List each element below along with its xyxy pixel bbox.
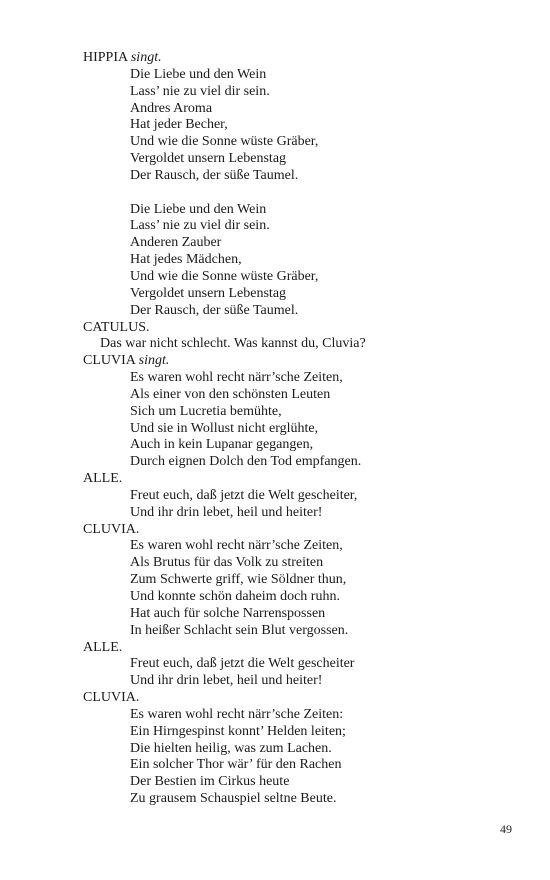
verse-line: Die Liebe und den Wein: [130, 66, 267, 82]
speaker-name: ALLE.: [83, 639, 123, 655]
verse-line: Andres Aroma: [130, 100, 213, 116]
verse-line: Der Rausch, der süße Taumel.: [130, 302, 299, 318]
verse-line: Zum Schwerte griff, wie Söldner thun,: [130, 572, 347, 588]
verse-line: Die hielten heilig, was zum Lachen.: [130, 740, 332, 756]
verse-line: Ein Hirngespinst konnt’ Helden leiten;: [130, 723, 346, 739]
speaker-line: [83, 471, 523, 488]
page-number: 49: [500, 822, 512, 836]
page-text: [83, 50, 523, 808]
verse-line: Freut euch, daß jetzt die Welt gescheiter: [130, 656, 355, 672]
verse-line: Und ihr drin lebet, heil und heiter!: [130, 504, 323, 520]
verse-line: Der Rausch, der süße Taumel.: [130, 167, 299, 183]
speaker-name: CLUVIA: [83, 353, 136, 369]
verse-line: Es waren wohl recht närr’sche Zeiten,: [130, 370, 343, 386]
prose-line: Das war nicht schlecht. Was kannst du, Cluvia?: [100, 336, 366, 352]
verse-line: Lass’ nie zu viel dir sein.: [130, 83, 270, 99]
stanza-break: [83, 185, 523, 202]
verse-line: Und konnte schön daheim doch ruhn.: [130, 589, 340, 604]
speaker-line: [83, 320, 523, 337]
verse-line: Und wie die Sonne wüste Gräber,: [130, 134, 319, 150]
verse-line: Und wie die Sonne wüste Gräber,: [130, 268, 319, 284]
speaker-line: [83, 690, 523, 707]
verse-line: Zu grausem Schauspiel seltne Beute.: [130, 791, 337, 807]
verse-line: Es waren wohl recht närr’sche Zeiten:: [130, 706, 344, 722]
speaker-line: [83, 640, 523, 657]
verse-line: Es waren wohl recht närr’sche Zeiten,: [130, 538, 343, 554]
speaker-name: ALLE.: [83, 471, 123, 487]
verse-line: Durch eignen Dolch den Tod empfangen.: [130, 454, 362, 470]
speaker-name: HIPPIA: [83, 50, 128, 65]
verse-line: Freut euch, daß jetzt die Welt gescheiter,: [130, 487, 358, 503]
verse-line: Hat jedes Mädchen,: [130, 252, 242, 268]
verse-line: Auch in kein Lupanar gegangen,: [130, 437, 314, 453]
verse-line: Und sie in Wollust nicht erglühte,: [130, 420, 319, 436]
speaker-line: [83, 353, 523, 370]
verse-line: Als einer von den schönsten Leuten: [130, 386, 331, 402]
verse-line: Hat auch für solche Narrenspossen: [130, 605, 326, 621]
verse-line: Lass’ nie zu viel dir sein.: [130, 218, 270, 234]
verse-line: Vergoldet unsern Lebenstag: [130, 285, 287, 301]
speaker-line: [83, 522, 523, 539]
speaker-name: CLUVIA.: [83, 690, 140, 706]
verse-line: Sich um Lucretia bemühte,: [130, 403, 282, 419]
verse-line: Der Bestien im Cirkus heute: [130, 774, 290, 790]
speaker-name: CATULUS.: [83, 319, 150, 335]
speaker-line: [83, 50, 523, 67]
verse-line: Und ihr drin lebet, heil und heiter!: [130, 673, 323, 689]
verse-line: In heißer Schlacht sein Blut vergossen.: [130, 622, 349, 638]
verse-line: Vergoldet unsern Lebenstag: [130, 151, 287, 167]
stage-direction: singt.: [130, 50, 162, 65]
verse-line: Ein solcher Thor wär’ für den Rachen: [130, 757, 342, 773]
verse-line: Hat jeder Becher,: [130, 117, 228, 133]
stage-direction: singt.: [138, 353, 170, 369]
verse-line: Als Brutus für das Volk zu streiten: [130, 555, 324, 571]
verse-line: Die Liebe und den Wein: [130, 201, 267, 217]
speaker-name: CLUVIA.: [83, 521, 140, 537]
verse-line: Anderen Zauber: [130, 235, 222, 251]
